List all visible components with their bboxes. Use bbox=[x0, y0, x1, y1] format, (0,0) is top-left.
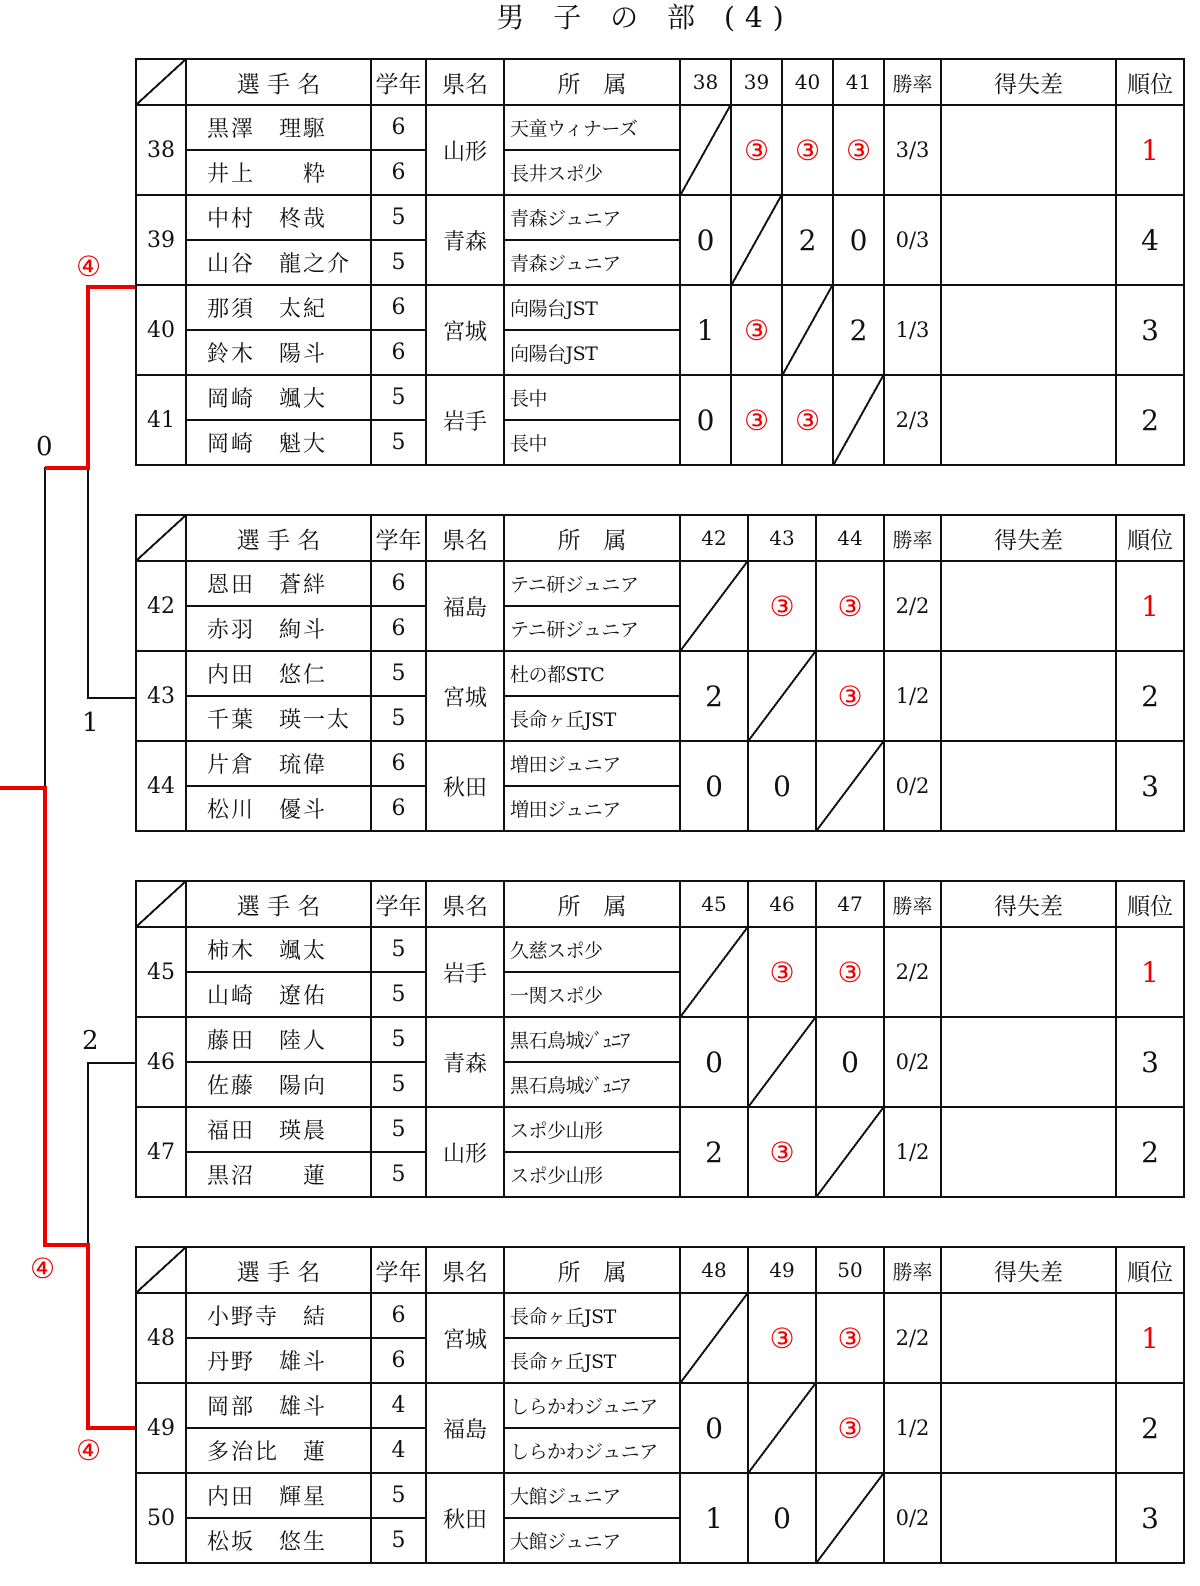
header-affiliation: 所 属 bbox=[504, 59, 680, 105]
player-name: 那須 太紀 bbox=[186, 285, 371, 330]
prefecture: 福島 bbox=[426, 1383, 504, 1473]
score-cell: 0 bbox=[680, 375, 731, 465]
entry-number: 42 bbox=[136, 561, 186, 651]
rank: 2 bbox=[1116, 375, 1184, 465]
prefecture: 宮城 bbox=[426, 651, 504, 741]
bracket-score-49: ④ bbox=[76, 1434, 102, 1467]
affiliation: 長命ヶ丘JST bbox=[504, 1293, 680, 1338]
player-grade: 5 bbox=[371, 1473, 426, 1518]
player-grade: 6 bbox=[371, 786, 426, 831]
rank: 1 bbox=[1116, 927, 1184, 1017]
player-grade: 6 bbox=[371, 1338, 426, 1383]
self-match-cell bbox=[833, 375, 884, 465]
score-cell: ③ bbox=[748, 927, 816, 1017]
score-cell: 2 bbox=[680, 1107, 748, 1197]
affiliation: 大館ジュニア bbox=[504, 1518, 680, 1563]
point-diff bbox=[941, 195, 1116, 285]
header-col-43: 43 bbox=[748, 515, 816, 561]
self-match-cell bbox=[680, 105, 731, 195]
affiliation: 長命ヶ丘JST bbox=[504, 1338, 680, 1383]
player-grade: 5 bbox=[371, 972, 426, 1017]
bracket-line-top bbox=[45, 468, 88, 788]
affiliation: しらかわジュニア bbox=[504, 1428, 680, 1473]
header-rank: 順位 bbox=[1116, 515, 1184, 561]
affiliation: テニ研ジュニア bbox=[504, 606, 680, 651]
header-pref: 県名 bbox=[426, 881, 504, 927]
header-player: 選 手 名 bbox=[186, 515, 371, 561]
self-match-cell bbox=[680, 561, 748, 651]
prefecture: 秋田 bbox=[426, 1473, 504, 1563]
table-row bbox=[136, 1107, 1184, 1152]
entry-number: 50 bbox=[136, 1473, 186, 1563]
table-row bbox=[136, 1293, 1184, 1338]
score-cell: 0 bbox=[833, 195, 884, 285]
score-cell: ③ bbox=[816, 561, 884, 651]
affiliation: 増田ジュニア bbox=[504, 786, 680, 831]
header-affiliation: 所 属 bbox=[504, 1247, 680, 1293]
self-match-cell bbox=[748, 651, 816, 741]
point-diff bbox=[941, 1293, 1116, 1383]
header-row bbox=[136, 1247, 1184, 1293]
score-cell: 2 bbox=[680, 651, 748, 741]
affiliation: 青森ジュニア bbox=[504, 195, 680, 240]
player-grade: 5 bbox=[371, 240, 426, 285]
player-name: 松川 優斗 bbox=[186, 786, 371, 831]
header-col-50: 50 bbox=[816, 1247, 884, 1293]
self-match-cell bbox=[816, 741, 884, 831]
affiliation: 長中 bbox=[504, 420, 680, 465]
player-grade: 6 bbox=[371, 741, 426, 786]
player-grade: 6 bbox=[371, 606, 426, 651]
score-cell: ③ bbox=[731, 105, 782, 195]
entry-number: 44 bbox=[136, 741, 186, 831]
player-name: 井上 粋 bbox=[186, 150, 371, 195]
corner-cell bbox=[136, 515, 186, 561]
point-diff bbox=[941, 105, 1116, 195]
league-table-2 bbox=[135, 514, 1185, 832]
player-name: 多治比 蓮 bbox=[186, 1428, 371, 1473]
prefecture: 青森 bbox=[426, 195, 504, 285]
score-cell: ③ bbox=[748, 1293, 816, 1383]
player-grade: 5 bbox=[371, 1062, 426, 1107]
entry-number: 41 bbox=[136, 375, 186, 465]
win-rate: 2/3 bbox=[884, 375, 941, 465]
entry-number: 47 bbox=[136, 1107, 186, 1197]
player-grade: 5 bbox=[371, 420, 426, 465]
affiliation: 青森ジュニア bbox=[504, 240, 680, 285]
win-rate: 0/2 bbox=[884, 1473, 941, 1563]
header-col-38: 38 bbox=[680, 59, 731, 105]
score-cell: 0 bbox=[680, 195, 731, 285]
score-cell: 2 bbox=[782, 195, 833, 285]
page-title: 男 子 の 部 (4) bbox=[496, 1, 794, 34]
player-name: 柿木 颯太 bbox=[186, 927, 371, 972]
affiliation: 向陽台JST bbox=[504, 330, 680, 375]
bracket-score-lower: ④ bbox=[30, 1252, 56, 1285]
header-diff: 得失差 bbox=[941, 59, 1116, 105]
player-grade: 5 bbox=[371, 1518, 426, 1563]
player-name: 福田 瑛晨 bbox=[186, 1107, 371, 1152]
score-cell: ③ bbox=[748, 1107, 816, 1197]
header-col-46: 46 bbox=[748, 881, 816, 927]
player-grade: 6 bbox=[371, 150, 426, 195]
point-diff bbox=[941, 1107, 1116, 1197]
point-diff bbox=[941, 285, 1116, 375]
header-grade: 学年 bbox=[371, 515, 426, 561]
win-rate: 2/2 bbox=[884, 1293, 941, 1383]
affiliation: 長命ヶ丘JST bbox=[504, 696, 680, 741]
header-player: 選 手 名 bbox=[186, 59, 371, 105]
header-affiliation: 所 属 bbox=[504, 515, 680, 561]
score-cell: ③ bbox=[731, 285, 782, 375]
player-grade: 5 bbox=[371, 195, 426, 240]
prefecture: 山形 bbox=[426, 105, 504, 195]
player-name: 山崎 遼佑 bbox=[186, 972, 371, 1017]
player-grade: 6 bbox=[371, 285, 426, 330]
table-row bbox=[136, 927, 1184, 972]
player-grade: 5 bbox=[371, 375, 426, 420]
score-cell: 0 bbox=[680, 1383, 748, 1473]
header-col-41: 41 bbox=[833, 59, 884, 105]
prefecture: 岩手 bbox=[426, 927, 504, 1017]
affiliation: 杜の都STC bbox=[504, 651, 680, 696]
entry-number: 49 bbox=[136, 1383, 186, 1473]
header-pref: 県名 bbox=[426, 515, 504, 561]
table-row bbox=[136, 1017, 1184, 1062]
player-name: 千葉 瑛一太 bbox=[186, 696, 371, 741]
score-cell: ③ bbox=[748, 561, 816, 651]
win-rate: 1/3 bbox=[884, 285, 941, 375]
entry-number: 45 bbox=[136, 927, 186, 1017]
affiliation: スポ少山形 bbox=[504, 1152, 680, 1197]
score-cell: ③ bbox=[816, 1293, 884, 1383]
affiliation: スポ少山形 bbox=[504, 1107, 680, 1152]
header-col-42: 42 bbox=[680, 515, 748, 561]
self-match-cell bbox=[782, 285, 833, 375]
corner-cell bbox=[136, 59, 186, 105]
score-cell: ③ bbox=[816, 651, 884, 741]
corner-cell bbox=[136, 881, 186, 927]
score-cell: 0 bbox=[680, 1017, 748, 1107]
player-name: 藤田 陸人 bbox=[186, 1017, 371, 1062]
affiliation: 黒石鳥城ｼﾞｭﾆｱ bbox=[504, 1062, 680, 1107]
affiliation: 一関スポ少 bbox=[504, 972, 680, 1017]
affiliation: 久慈スポ少 bbox=[504, 927, 680, 972]
table-row bbox=[136, 105, 1184, 150]
win-rate: 2/2 bbox=[884, 927, 941, 1017]
score-cell: ③ bbox=[833, 105, 884, 195]
win-rate: 0/2 bbox=[884, 1017, 941, 1107]
player-grade: 5 bbox=[371, 927, 426, 972]
header-col-40: 40 bbox=[782, 59, 833, 105]
score-cell: 1 bbox=[680, 285, 731, 375]
player-name: 内田 輝星 bbox=[186, 1473, 371, 1518]
prefecture: 宮城 bbox=[426, 1293, 504, 1383]
header-col-39: 39 bbox=[731, 59, 782, 105]
score-cell: 1 bbox=[680, 1473, 748, 1563]
header-col-47: 47 bbox=[816, 881, 884, 927]
player-name: 岡部 雄斗 bbox=[186, 1383, 371, 1428]
affiliation: テニ研ジュニア bbox=[504, 561, 680, 606]
header-col-48: 48 bbox=[680, 1247, 748, 1293]
self-match-cell bbox=[680, 1293, 748, 1383]
bracket-score-upper: 0 bbox=[36, 432, 53, 462]
player-grade: 6 bbox=[371, 1293, 426, 1338]
score-cell: ③ bbox=[782, 105, 833, 195]
win-rate: 1/2 bbox=[884, 651, 941, 741]
entry-number: 46 bbox=[136, 1017, 186, 1107]
rank: 1 bbox=[1116, 105, 1184, 195]
win-rate: 2/2 bbox=[884, 561, 941, 651]
entry-number: 43 bbox=[136, 651, 186, 741]
player-name: 岡崎 颯大 bbox=[186, 375, 371, 420]
player-name: 片倉 琉偉 bbox=[186, 741, 371, 786]
affiliation: 大館ジュニア bbox=[504, 1473, 680, 1518]
affiliation: 向陽台JST bbox=[504, 285, 680, 330]
score-cell: 0 bbox=[816, 1017, 884, 1107]
win-rate: 0/2 bbox=[884, 741, 941, 831]
table-row bbox=[136, 285, 1184, 330]
self-match-cell bbox=[816, 1473, 884, 1563]
header-col-44: 44 bbox=[816, 515, 884, 561]
player-name: 岡崎 魁大 bbox=[186, 420, 371, 465]
header-rate: 勝率 bbox=[884, 1247, 941, 1293]
self-match-cell bbox=[748, 1383, 816, 1473]
bracket-win-path-top bbox=[45, 287, 135, 468]
prefecture: 福島 bbox=[426, 561, 504, 651]
player-name: 丹野 雄斗 bbox=[186, 1338, 371, 1383]
entry-number: 48 bbox=[136, 1293, 186, 1383]
player-name: 山谷 龍之介 bbox=[186, 240, 371, 285]
self-match-cell bbox=[816, 1107, 884, 1197]
player-name: 内田 悠仁 bbox=[186, 651, 371, 696]
header-col-45: 45 bbox=[680, 881, 748, 927]
prefecture: 宮城 bbox=[426, 285, 504, 375]
affiliation: しらかわジュニア bbox=[504, 1383, 680, 1428]
rank: 2 bbox=[1116, 1383, 1184, 1473]
header-col-49: 49 bbox=[748, 1247, 816, 1293]
score-cell: 0 bbox=[680, 741, 748, 831]
rank: 3 bbox=[1116, 285, 1184, 375]
point-diff bbox=[941, 651, 1116, 741]
player-name: 恩田 蒼絆 bbox=[186, 561, 371, 606]
header-grade: 学年 bbox=[371, 881, 426, 927]
bracket-score-46: 2 bbox=[82, 1026, 99, 1056]
header-rank: 順位 bbox=[1116, 881, 1184, 927]
prefecture: 秋田 bbox=[426, 741, 504, 831]
bracket-score-43: 1 bbox=[82, 708, 99, 738]
score-cell: 0 bbox=[748, 1473, 816, 1563]
header-row bbox=[136, 515, 1184, 561]
bracket-score-41: ④ bbox=[76, 250, 102, 283]
rank: 2 bbox=[1116, 651, 1184, 741]
entry-number: 40 bbox=[136, 285, 186, 375]
league-table-4 bbox=[135, 1246, 1185, 1564]
self-match-cell bbox=[748, 1017, 816, 1107]
league-table-1 bbox=[135, 58, 1185, 466]
player-grade: 4 bbox=[371, 1383, 426, 1428]
entry-number: 39 bbox=[136, 195, 186, 285]
header-player: 選 手 名 bbox=[186, 1247, 371, 1293]
table-row bbox=[136, 741, 1184, 786]
rank: 3 bbox=[1116, 1017, 1184, 1107]
player-name: 鈴木 陽斗 bbox=[186, 330, 371, 375]
league-table-3 bbox=[135, 880, 1185, 1198]
header-diff: 得失差 bbox=[941, 515, 1116, 561]
player-name: 黒沼 蓮 bbox=[186, 1152, 371, 1197]
score-cell: ③ bbox=[816, 927, 884, 1017]
self-match-cell bbox=[680, 927, 748, 1017]
bracket-win-path-main bbox=[0, 788, 135, 1428]
win-rate: 0/3 bbox=[884, 195, 941, 285]
header-player: 選 手 名 bbox=[186, 881, 371, 927]
player-grade: 5 bbox=[371, 1017, 426, 1062]
header-pref: 県名 bbox=[426, 59, 504, 105]
affiliation: 天童ウィナーズ bbox=[504, 105, 680, 150]
header-diff: 得失差 bbox=[941, 881, 1116, 927]
player-grade: 6 bbox=[371, 561, 426, 606]
win-rate: 1/2 bbox=[884, 1107, 941, 1197]
player-name: 赤羽 絢斗 bbox=[186, 606, 371, 651]
self-match-cell bbox=[731, 195, 782, 285]
header-rate: 勝率 bbox=[884, 515, 941, 561]
player-name: 佐藤 陽向 bbox=[186, 1062, 371, 1107]
header-diff: 得失差 bbox=[941, 1247, 1116, 1293]
header-grade: 学年 bbox=[371, 1247, 426, 1293]
corner-cell bbox=[136, 1247, 186, 1293]
score-cell: ③ bbox=[816, 1383, 884, 1473]
player-grade: 5 bbox=[371, 651, 426, 696]
header-affiliation: 所 属 bbox=[504, 881, 680, 927]
point-diff bbox=[941, 561, 1116, 651]
player-grade: 5 bbox=[371, 1152, 426, 1197]
rank: 3 bbox=[1116, 741, 1184, 831]
header-rate: 勝率 bbox=[884, 59, 941, 105]
score-cell: 2 bbox=[833, 285, 884, 375]
point-diff bbox=[941, 927, 1116, 1017]
point-diff bbox=[941, 1473, 1116, 1563]
table-row bbox=[136, 375, 1184, 420]
rank: 1 bbox=[1116, 1293, 1184, 1383]
player-name: 小野寺 結 bbox=[186, 1293, 371, 1338]
bracket-lines bbox=[0, 0, 140, 1586]
player-grade: 5 bbox=[371, 696, 426, 741]
score-cell: 0 bbox=[748, 741, 816, 831]
entry-number: 38 bbox=[136, 105, 186, 195]
point-diff bbox=[941, 1383, 1116, 1473]
table-row bbox=[136, 1383, 1184, 1428]
affiliation: 長中 bbox=[504, 375, 680, 420]
table-row bbox=[136, 651, 1184, 696]
rank: 4 bbox=[1116, 195, 1184, 285]
header-rate: 勝率 bbox=[884, 881, 941, 927]
rank: 3 bbox=[1116, 1473, 1184, 1563]
win-rate: 1/2 bbox=[884, 1383, 941, 1473]
bracket-line-group3 bbox=[88, 1063, 135, 1245]
win-rate: 3/3 bbox=[884, 105, 941, 195]
table-row bbox=[136, 561, 1184, 606]
affiliation: 長井スポ少 bbox=[504, 150, 680, 195]
prefecture: 青森 bbox=[426, 1017, 504, 1107]
header-rank: 順位 bbox=[1116, 1247, 1184, 1293]
player-grade: 5 bbox=[371, 1107, 426, 1152]
table-row bbox=[136, 195, 1184, 240]
prefecture: 岩手 bbox=[426, 375, 504, 465]
affiliation: 黒石鳥城ｼﾞｭﾆｱ bbox=[504, 1017, 680, 1062]
prefecture: 山形 bbox=[426, 1107, 504, 1197]
player-grade: 4 bbox=[371, 1428, 426, 1473]
point-diff bbox=[941, 1017, 1116, 1107]
header-row bbox=[136, 59, 1184, 105]
affiliation: 増田ジュニア bbox=[504, 741, 680, 786]
rank: 1 bbox=[1116, 561, 1184, 651]
header-pref: 県名 bbox=[426, 1247, 504, 1293]
player-grade: 6 bbox=[371, 105, 426, 150]
header-grade: 学年 bbox=[371, 59, 426, 105]
header-row bbox=[136, 881, 1184, 927]
point-diff bbox=[941, 375, 1116, 465]
header-rank: 順位 bbox=[1116, 59, 1184, 105]
score-cell: ③ bbox=[782, 375, 833, 465]
player-name: 黒澤 理駆 bbox=[186, 105, 371, 150]
player-grade: 6 bbox=[371, 330, 426, 375]
player-name: 松坂 悠生 bbox=[186, 1518, 371, 1563]
table-row bbox=[136, 1473, 1184, 1518]
score-cell: ③ bbox=[731, 375, 782, 465]
bracket-line-group2 bbox=[88, 468, 135, 698]
player-name: 中村 柊哉 bbox=[186, 195, 371, 240]
rank: 2 bbox=[1116, 1107, 1184, 1197]
point-diff bbox=[941, 741, 1116, 831]
